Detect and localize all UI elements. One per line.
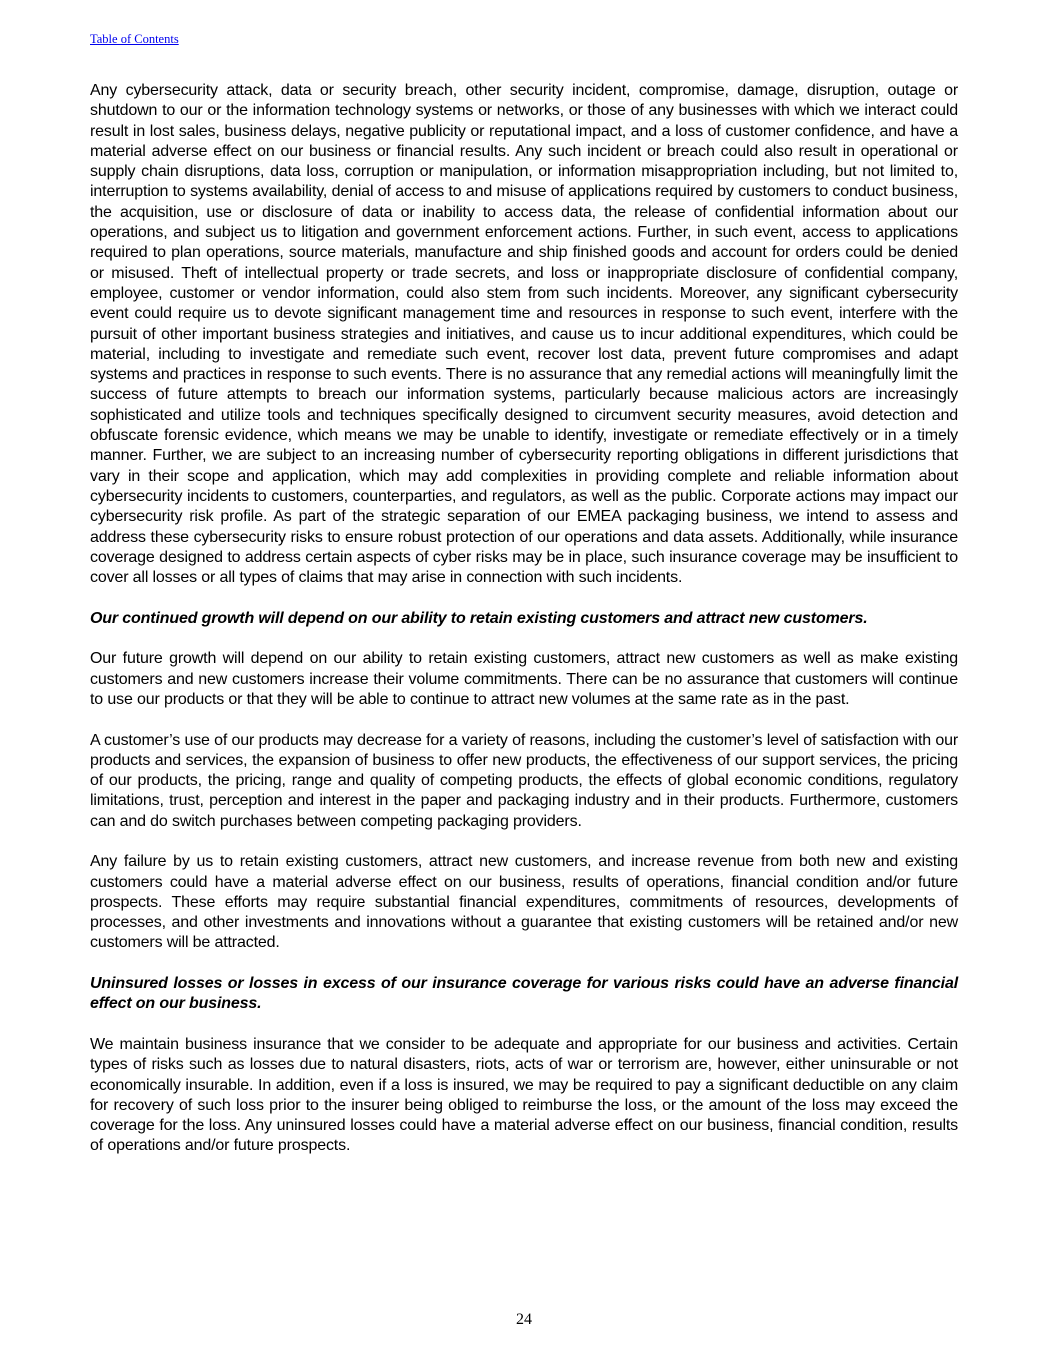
paragraph-cybersecurity-risk: Any cybersecurity attack, data or security breach, other security incident, compromise, damage, disruption, outage or shutdown to our or the information technology systems or networks, or those of any businesses with which we interact could result in lost sales, business delays, negative publicity or reputational impact, and a loss of customer confidence, and have a material adverse effect on our business or financial results. Any such incident or breach could also result in operational or supply chain disruptions, data loss, corruption or manipulation, or information misappropriation including, but not limited to, interruption to systems availability, denial of access to and misuse of applications required by customers to conduct business, the acquisition, use or disclosure of data or inability to access data, the release of confidential information about our operations, and subject us to litigation and government enforcement actions. Further, in such event, access to applications required to plan operations, source materials, manufacture and ship finished goods and account for orders could be denied or misused. Theft of intellectual property or trade secrets, and loss or inappropriate disclosure of confidential company, employee, customer or vendor information, could also stem from such incidents. Moreover, any significant cybersecurity event could require us to devote significant management time and resources in response to such event, interfere with the pursuit of other important business strategies and initiatives, and cause us to incur additional expenditures, which could be material, including to investigate and remediate such event, recover lost data, prevent future compromises and adapt systems and practices in response to such events. There is no assurance that any remedial actions will meaningfully limit the success of future attempts to breach our information systems, particularly because malicious actors are increasingly sophisticated and utilize tools and techniques specifically designed to circumvent security measures, avoid detection and obfuscate forensic evidence, which means we may be unable to identify, investigate or remediate effectively or in a timely manner. Further, we are subject to an increasing number of cybersecurity reporting obligations in different jurisdictions that vary in their scope and application, which may add complexities in providing complete and reliable information about cybersecurity incidents to customers, counterparties, and regulators, as well as the public. Corporate actions may impact our cybersecurity risk profile. As part of the strategic separation of our EMEA packaging business, we intend to assess and address these cybersecurity risks to ensure robust protection of our operations and data assets. Additionally, while insurance coverage designed to address certain aspects of cyber risks may be in place, such insurance coverage may be insufficient to cover all losses or all types of claims that may arise in connection with such incidents. — [90, 82, 958, 587]
paragraph-failure-to-retain: Any failure by us to retain existing customers, attract new customers, and increase revenue from both new and existing customers could have a material adverse effect on our business, results of operations, financial condition and/or future prospects. These efforts may require substantial financial expenditures, commitments of resources, developments of processes, and other investments and innovations without a guarantee that existing customers will be retained and/or new customers will be attracted. — [90, 853, 958, 952]
risk-heading-customer-growth: Our continued growth will depend on our ability to retain existing customers and attract new customers. — [90, 609, 868, 627]
table-of-contents-link[interactable]: Table of Contents — [90, 32, 179, 46]
document-body — [90, 81, 958, 1177]
paragraph-business-insurance: We maintain business insurance that we consider to be adequate and appropriate for our business and activities. Certain types of risks such as losses due to natural disasters, riots, acts of war or terrorism are, however, either uninsurable or not economically insurable. In addition, even if a loss is insured, we may be required to pay a significant deductible on any claim for recovery of such loss prior to the insurer being obliged to reimburse the loss, or the amount of the loss may exceed the coverage for the loss. Any uninsured losses could have a material adverse effect on our business, financial condition, results of operations and/or future prospects. — [90, 1035, 958, 1155]
page-number: 24 — [516, 1311, 532, 1328]
paragraph-customer-use-decrease: A customer’s use of our products may decrease for a variety of reasons, including the customer’s level of satisfaction with our products and services, the expansion of business to offer new products, the effectiveness of our support services, the pricing of our products, the pricing, range and quality of competing products, the effects of global economic conditions, regulatory limitations, trust, perception and interest in the paper and packaging industry and in their products. Furthermore, customers can and do switch purchases between competing packaging providers. — [90, 731, 958, 830]
paragraph-future-growth: Our future growth will depend on our ability to retain existing customers, attract new customers as well as make existing customers and new customers increase their volume commitments. There can be no assurance that customers will continue to use our products or that they will be able to continue to attract new volumes at the same rate as in the past. — [90, 650, 958, 708]
risk-heading-uninsured-losses: Uninsured losses or losses in excess of our insurance coverage for various risks could have an adverse financial effect on our business. — [90, 975, 958, 1013]
